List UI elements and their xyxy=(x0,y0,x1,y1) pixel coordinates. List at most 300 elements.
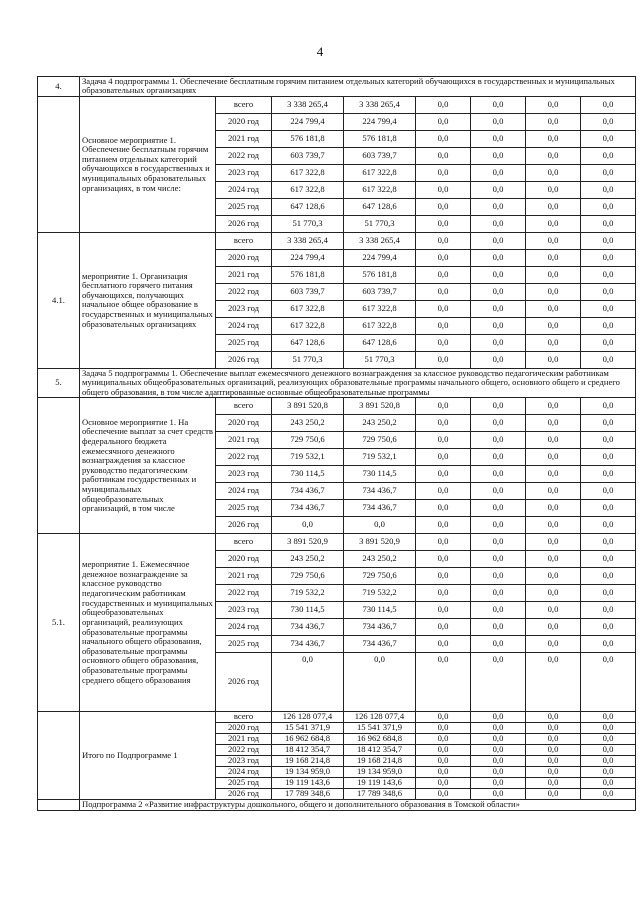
activity-description: Основное мероприятие 1. На обеспечение выплат за счет средств федерального бюджета ежемесячного денежного вознаграждения за классное руководство педагогическим работникам государственных и муниципальных общеобразовательных организаций, в том числе xyxy=(80,398,216,534)
value-cell: 19 168 214,8 xyxy=(344,756,416,767)
value-cell: 0,0 xyxy=(581,767,636,778)
value-cell: 719 532,2 xyxy=(344,585,416,602)
value-cell: 0,0 xyxy=(416,113,471,130)
value-cell: 0,0 xyxy=(581,432,636,449)
table-row xyxy=(38,712,636,723)
task-text: Задача 4 подпрограммы 1. Обеспечение бесплатным горячим питанием отдельных категорий обучающихся в государственных и муниципальных образовательных организациях xyxy=(80,77,636,97)
value-cell: 3 891 520,9 xyxy=(272,534,344,551)
value-cell: 19 134 959,0 xyxy=(272,767,344,778)
value-cell: 729 750,6 xyxy=(272,432,344,449)
value-cell: 51 770,3 xyxy=(344,215,416,232)
value-cell: 0,0 xyxy=(581,300,636,317)
value-cell: 576 181,8 xyxy=(272,266,344,283)
value-cell: 0,0 xyxy=(581,568,636,585)
task-row xyxy=(38,800,636,810)
year-cell: 2020 год xyxy=(216,551,272,568)
value-cell: 730 114,5 xyxy=(344,466,416,483)
value-cell: 0,0 xyxy=(526,198,581,215)
year-cell: 2021 год xyxy=(216,734,272,745)
year-cell: всего xyxy=(216,232,272,249)
value-cell: 0,0 xyxy=(471,398,526,415)
value-cell: 16 962 684,8 xyxy=(344,734,416,745)
value-cell: 0,0 xyxy=(526,181,581,198)
value-cell: 617 322,8 xyxy=(272,181,344,198)
value-cell: 0,0 xyxy=(471,767,526,778)
value-cell: 734 436,7 xyxy=(344,619,416,636)
row-number xyxy=(38,712,80,800)
value-cell: 0,0 xyxy=(416,432,471,449)
year-cell: 2024 год xyxy=(216,483,272,500)
year-cell: 2025 год xyxy=(216,778,272,789)
value-cell: 0,0 xyxy=(416,334,471,351)
value-cell: 0,0 xyxy=(526,232,581,249)
year-cell: 2026 год xyxy=(216,653,272,712)
value-cell: 603 739,7 xyxy=(344,147,416,164)
value-cell: 0,0 xyxy=(416,232,471,249)
value-cell: 734 436,7 xyxy=(344,500,416,517)
value-cell: 0,0 xyxy=(416,789,471,800)
value-cell: 0,0 xyxy=(526,147,581,164)
value-cell: 617 322,8 xyxy=(344,300,416,317)
value-cell: 0,0 xyxy=(471,789,526,800)
value-cell: 603 739,7 xyxy=(272,147,344,164)
value-cell: 0,0 xyxy=(526,789,581,800)
value-cell: 3 338 265,4 xyxy=(344,232,416,249)
value-cell: 0,0 xyxy=(526,585,581,602)
value-cell: 0,0 xyxy=(581,266,636,283)
value-cell: 0,0 xyxy=(416,551,471,568)
value-cell: 0,0 xyxy=(471,602,526,619)
value-cell: 0,0 xyxy=(416,745,471,756)
value-cell: 719 532,1 xyxy=(272,449,344,466)
value-cell: 0,0 xyxy=(526,249,581,266)
year-cell: 2025 год xyxy=(216,334,272,351)
program-financing-table xyxy=(37,76,636,811)
value-cell: 0,0 xyxy=(416,778,471,789)
value-cell: 0,0 xyxy=(471,585,526,602)
value-cell: 243 250,2 xyxy=(272,551,344,568)
year-cell: 2024 год xyxy=(216,181,272,198)
task-number: 5. xyxy=(38,368,80,397)
value-cell: 0,0 xyxy=(416,619,471,636)
value-cell: 224 799,4 xyxy=(272,249,344,266)
value-cell: 0,0 xyxy=(526,449,581,466)
value-cell: 0,0 xyxy=(344,517,416,534)
value-cell: 0,0 xyxy=(416,653,471,712)
value-cell: 0,0 xyxy=(581,602,636,619)
value-cell: 0,0 xyxy=(581,789,636,800)
value-cell: 51 770,3 xyxy=(272,351,344,368)
value-cell: 734 436,7 xyxy=(344,636,416,653)
value-cell: 617 322,8 xyxy=(272,317,344,334)
value-cell: 19 134 959,0 xyxy=(344,767,416,778)
value-cell: 0,0 xyxy=(416,734,471,745)
value-cell: 0,0 xyxy=(581,619,636,636)
row-number: 5.1. xyxy=(38,534,80,712)
value-cell: 0,0 xyxy=(581,317,636,334)
year-cell: 2026 год xyxy=(216,351,272,368)
value-cell: 0,0 xyxy=(526,432,581,449)
value-cell: 0,0 xyxy=(416,712,471,723)
year-cell: 2026 год xyxy=(216,789,272,800)
value-cell: 0,0 xyxy=(471,113,526,130)
row-number: 4.1. xyxy=(38,232,80,368)
value-cell: 0,0 xyxy=(581,483,636,500)
value-cell: 0,0 xyxy=(471,198,526,215)
value-cell: 243 250,2 xyxy=(272,415,344,432)
value-cell: 0,0 xyxy=(416,483,471,500)
value-cell: 0,0 xyxy=(526,398,581,415)
value-cell: 0,0 xyxy=(581,351,636,368)
value-cell: 0,0 xyxy=(471,745,526,756)
value-cell: 0,0 xyxy=(471,449,526,466)
value-cell: 0,0 xyxy=(526,602,581,619)
value-cell: 126 128 077,4 xyxy=(344,712,416,723)
value-cell: 617 322,8 xyxy=(344,181,416,198)
value-cell: 0,0 xyxy=(416,449,471,466)
value-cell: 0,0 xyxy=(471,534,526,551)
value-cell: 3 891 520,8 xyxy=(272,398,344,415)
year-cell: всего xyxy=(216,712,272,723)
value-cell: 0,0 xyxy=(471,283,526,300)
value-cell: 0,0 xyxy=(581,415,636,432)
year-cell: 2025 год xyxy=(216,636,272,653)
year-cell: 2022 год xyxy=(216,283,272,300)
value-cell: 0,0 xyxy=(416,415,471,432)
year-cell: 2024 год xyxy=(216,317,272,334)
year-cell: 2023 год xyxy=(216,164,272,181)
value-cell: 0,0 xyxy=(581,147,636,164)
value-cell: 0,0 xyxy=(272,517,344,534)
value-cell: 0,0 xyxy=(416,266,471,283)
value-cell: 0,0 xyxy=(526,500,581,517)
value-cell: 730 114,5 xyxy=(272,466,344,483)
value-cell: 16 962 684,8 xyxy=(272,734,344,745)
value-cell: 0,0 xyxy=(526,215,581,232)
value-cell: 0,0 xyxy=(581,334,636,351)
value-cell: 647 128,6 xyxy=(272,198,344,215)
year-cell: 2025 год xyxy=(216,198,272,215)
value-cell: 17 789 348,6 xyxy=(272,789,344,800)
value-cell: 0,0 xyxy=(471,619,526,636)
value-cell: 3 338 265,4 xyxy=(272,232,344,249)
value-cell: 0,0 xyxy=(526,767,581,778)
value-cell: 0,0 xyxy=(471,300,526,317)
task-text: Подпрограмма 2 «Развитие инфраструктуры дошкольного, общего и дополнительного образования в Томской области» xyxy=(80,800,636,810)
value-cell: 0,0 xyxy=(526,483,581,500)
value-cell: 0,0 xyxy=(581,585,636,602)
value-cell: 0,0 xyxy=(526,351,581,368)
value-cell: 19 119 143,6 xyxy=(272,778,344,789)
value-cell: 0,0 xyxy=(471,215,526,232)
page-number: 4 xyxy=(316,44,324,59)
value-cell: 19 168 214,8 xyxy=(272,756,344,767)
value-cell: 0,0 xyxy=(526,534,581,551)
year-cell: 2026 год xyxy=(216,517,272,534)
value-cell: 0,0 xyxy=(416,534,471,551)
value-cell: 0,0 xyxy=(471,568,526,585)
value-cell: 0,0 xyxy=(416,283,471,300)
value-cell: 0,0 xyxy=(416,568,471,585)
value-cell: 0,0 xyxy=(581,778,636,789)
value-cell: 734 436,7 xyxy=(272,619,344,636)
value-cell: 0,0 xyxy=(526,300,581,317)
value-cell: 51 770,3 xyxy=(272,215,344,232)
value-cell: 0,0 xyxy=(416,756,471,767)
value-cell: 0,0 xyxy=(581,551,636,568)
value-cell: 0,0 xyxy=(526,415,581,432)
year-cell: 2022 год xyxy=(216,745,272,756)
value-cell: 19 119 143,6 xyxy=(344,778,416,789)
value-cell: 603 739,7 xyxy=(344,283,416,300)
year-cell: 2020 год xyxy=(216,415,272,432)
value-cell: 0,0 xyxy=(471,334,526,351)
value-cell: 0,0 xyxy=(581,215,636,232)
value-cell: 0,0 xyxy=(526,551,581,568)
value-cell: 0,0 xyxy=(526,113,581,130)
value-cell: 0,0 xyxy=(581,517,636,534)
year-cell: 2023 год xyxy=(216,602,272,619)
value-cell: 0,0 xyxy=(581,534,636,551)
value-cell: 0,0 xyxy=(471,130,526,147)
value-cell: 734 436,7 xyxy=(272,500,344,517)
value-cell: 51 770,3 xyxy=(344,351,416,368)
value-cell: 0,0 xyxy=(526,619,581,636)
value-cell: 734 436,7 xyxy=(272,636,344,653)
value-cell: 0,0 xyxy=(581,232,636,249)
value-cell: 0,0 xyxy=(416,723,471,734)
value-cell: 243 250,2 xyxy=(344,551,416,568)
year-cell: 2024 год xyxy=(216,619,272,636)
value-cell: 15 541 371,9 xyxy=(272,723,344,734)
value-cell: 0,0 xyxy=(581,500,636,517)
value-cell: 15 541 371,9 xyxy=(344,723,416,734)
value-cell: 0,0 xyxy=(581,130,636,147)
row-number xyxy=(38,398,80,534)
value-cell: 224 799,4 xyxy=(272,113,344,130)
value-cell: 0,0 xyxy=(526,283,581,300)
value-cell: 0,0 xyxy=(471,232,526,249)
value-cell: 18 412 354,7 xyxy=(272,745,344,756)
value-cell: 0,0 xyxy=(416,130,471,147)
value-cell: 0,0 xyxy=(526,96,581,113)
value-cell: 0,0 xyxy=(526,334,581,351)
value-cell: 0,0 xyxy=(416,767,471,778)
value-cell: 0,0 xyxy=(416,96,471,113)
activity-description: мероприятие 1. Организация бесплатного горячего питания обучающихся, получающих начальное общее образование в государственных и муниципальных образовательных организациях xyxy=(80,232,216,368)
year-cell: 2023 год xyxy=(216,756,272,767)
value-cell: 0,0 xyxy=(416,300,471,317)
value-cell: 0,0 xyxy=(471,712,526,723)
value-cell: 0,0 xyxy=(526,266,581,283)
value-cell: 0,0 xyxy=(526,164,581,181)
year-cell: 2023 год xyxy=(216,466,272,483)
task-row xyxy=(38,368,636,397)
value-cell: 0,0 xyxy=(581,198,636,215)
value-cell: 0,0 xyxy=(272,653,344,712)
value-cell: 3 338 265,4 xyxy=(344,96,416,113)
value-cell: 0,0 xyxy=(581,181,636,198)
value-cell: 0,0 xyxy=(471,500,526,517)
value-cell: 224 799,4 xyxy=(344,249,416,266)
year-cell: 2022 год xyxy=(216,449,272,466)
value-cell: 0,0 xyxy=(471,147,526,164)
value-cell: 0,0 xyxy=(526,130,581,147)
value-cell: 0,0 xyxy=(581,398,636,415)
value-cell: 576 181,8 xyxy=(344,130,416,147)
value-cell: 0,0 xyxy=(344,653,416,712)
value-cell: 0,0 xyxy=(471,723,526,734)
value-cell: 0,0 xyxy=(416,585,471,602)
value-cell: 719 532,2 xyxy=(272,585,344,602)
year-cell: 2021 год xyxy=(216,568,272,585)
value-cell: 0,0 xyxy=(581,249,636,266)
year-cell: 2023 год xyxy=(216,300,272,317)
value-cell: 0,0 xyxy=(526,756,581,767)
year-cell: 2021 год xyxy=(216,266,272,283)
year-cell: всего xyxy=(216,96,272,113)
value-cell: 0,0 xyxy=(471,653,526,712)
value-cell: 0,0 xyxy=(526,466,581,483)
value-cell: 0,0 xyxy=(471,96,526,113)
year-cell: 2020 год xyxy=(216,723,272,734)
value-cell: 0,0 xyxy=(581,466,636,483)
value-cell: 0,0 xyxy=(581,653,636,712)
value-cell: 0,0 xyxy=(416,164,471,181)
value-cell: 18 412 354,7 xyxy=(344,745,416,756)
table-row xyxy=(38,96,636,113)
value-cell: 729 750,6 xyxy=(272,568,344,585)
value-cell: 617 322,8 xyxy=(272,300,344,317)
value-cell: 729 750,6 xyxy=(344,568,416,585)
value-cell: 0,0 xyxy=(526,712,581,723)
value-cell: 0,0 xyxy=(416,147,471,164)
value-cell: 0,0 xyxy=(581,712,636,723)
value-cell: 734 436,7 xyxy=(272,483,344,500)
value-cell: 0,0 xyxy=(526,723,581,734)
value-cell: 647 128,6 xyxy=(344,334,416,351)
value-cell: 17 789 348,6 xyxy=(344,789,416,800)
value-cell: 3 891 520,9 xyxy=(344,534,416,551)
value-cell: 576 181,8 xyxy=(344,266,416,283)
table-row xyxy=(38,398,636,415)
task-number: 4. xyxy=(38,77,80,97)
value-cell: 0,0 xyxy=(526,745,581,756)
value-cell: 0,0 xyxy=(471,351,526,368)
value-cell: 0,0 xyxy=(471,266,526,283)
year-cell: 2021 год xyxy=(216,130,272,147)
value-cell: 0,0 xyxy=(581,164,636,181)
value-cell: 0,0 xyxy=(471,483,526,500)
year-cell: 2025 год xyxy=(216,500,272,517)
value-cell: 0,0 xyxy=(471,636,526,653)
value-cell: 0,0 xyxy=(526,317,581,334)
value-cell: 3 338 265,4 xyxy=(272,96,344,113)
year-cell: всего xyxy=(216,398,272,415)
year-cell: 2024 год xyxy=(216,767,272,778)
value-cell: 0,0 xyxy=(581,734,636,745)
year-cell: 2022 год xyxy=(216,147,272,164)
table-row xyxy=(38,534,636,551)
value-cell: 647 128,6 xyxy=(344,198,416,215)
value-cell: 0,0 xyxy=(416,181,471,198)
value-cell: 0,0 xyxy=(581,723,636,734)
value-cell: 0,0 xyxy=(416,249,471,266)
value-cell: 243 250,2 xyxy=(344,415,416,432)
year-cell: всего xyxy=(216,534,272,551)
value-cell: 0,0 xyxy=(471,317,526,334)
value-cell: 0,0 xyxy=(416,602,471,619)
year-cell: 2021 год xyxy=(216,432,272,449)
value-cell: 0,0 xyxy=(526,568,581,585)
row-number xyxy=(38,96,80,232)
value-cell: 0,0 xyxy=(471,249,526,266)
value-cell: 3 891 520,8 xyxy=(344,398,416,415)
value-cell: 0,0 xyxy=(526,778,581,789)
value-cell: 730 114,5 xyxy=(344,602,416,619)
table-row xyxy=(38,232,636,249)
value-cell: 0,0 xyxy=(471,756,526,767)
value-cell: 0,0 xyxy=(471,551,526,568)
year-cell: 2020 год xyxy=(216,249,272,266)
value-cell: 0,0 xyxy=(416,466,471,483)
value-cell: 0,0 xyxy=(526,734,581,745)
value-cell: 0,0 xyxy=(526,517,581,534)
value-cell: 0,0 xyxy=(416,517,471,534)
value-cell: 0,0 xyxy=(581,745,636,756)
value-cell: 0,0 xyxy=(581,756,636,767)
activity-description: Основное мероприятие 1. Обеспечение бесплатным горячим питанием отдельных категорий обучающихся в государственных и муниципальных образовательных организациях, в том числе: xyxy=(80,96,216,232)
value-cell: 730 114,5 xyxy=(272,602,344,619)
year-cell: 2022 год xyxy=(216,585,272,602)
year-cell: 2020 год xyxy=(216,113,272,130)
value-cell: 729 750,6 xyxy=(344,432,416,449)
value-cell: 0,0 xyxy=(471,415,526,432)
value-cell: 0,0 xyxy=(416,351,471,368)
task-number xyxy=(38,800,80,810)
value-cell: 0,0 xyxy=(526,653,581,712)
value-cell: 603 739,7 xyxy=(272,283,344,300)
value-cell: 0,0 xyxy=(471,164,526,181)
value-cell: 617 322,8 xyxy=(272,164,344,181)
value-cell: 0,0 xyxy=(416,636,471,653)
value-cell: 647 128,6 xyxy=(272,334,344,351)
value-cell: 734 436,7 xyxy=(344,483,416,500)
value-cell: 0,0 xyxy=(581,96,636,113)
value-cell: 0,0 xyxy=(416,317,471,334)
value-cell: 0,0 xyxy=(581,449,636,466)
value-cell: 0,0 xyxy=(416,215,471,232)
task-row xyxy=(38,77,636,97)
value-cell: 719 532,1 xyxy=(344,449,416,466)
activity-description: Итого по Подпрограмме 1 xyxy=(80,712,216,800)
value-cell: 0,0 xyxy=(416,500,471,517)
value-cell: 617 322,8 xyxy=(344,164,416,181)
value-cell: 0,0 xyxy=(526,636,581,653)
value-cell: 617 322,8 xyxy=(344,317,416,334)
value-cell: 0,0 xyxy=(471,517,526,534)
value-cell: 0,0 xyxy=(471,432,526,449)
value-cell: 0,0 xyxy=(471,778,526,789)
value-cell: 224 799,4 xyxy=(344,113,416,130)
value-cell: 576 181,8 xyxy=(272,130,344,147)
value-cell: 0,0 xyxy=(581,113,636,130)
value-cell: 0,0 xyxy=(581,283,636,300)
task-text: Задача 5 подпрограммы 1. Обеспечение выплат ежемесячного денежного вознаграждения за классное руководство педагогическим работникам муниципальных общеобразовательных организаций, реализующих образовательные программы начального общего, основного общего и среднего общего образования, в том числе адаптированные основные общеобразовательные программы xyxy=(80,368,636,397)
value-cell: 0,0 xyxy=(471,734,526,745)
value-cell: 0,0 xyxy=(471,181,526,198)
year-cell: 2026 год xyxy=(216,215,272,232)
